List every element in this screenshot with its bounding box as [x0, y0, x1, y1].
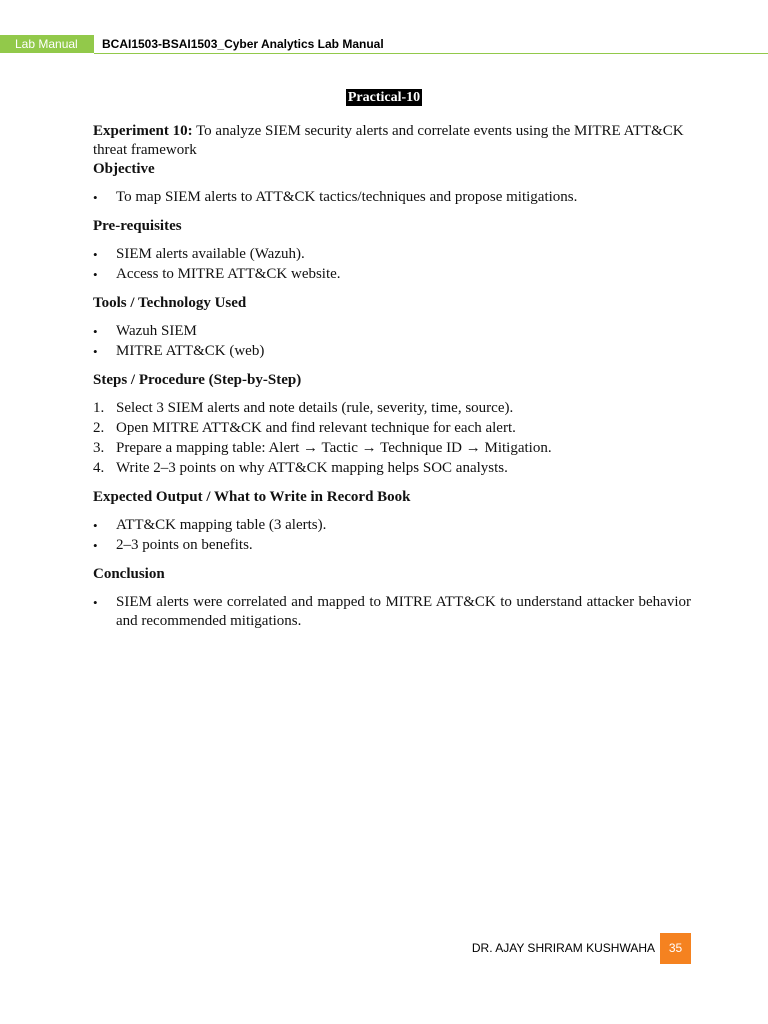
list-item-text: SIEM alerts available (Wazuh).: [116, 246, 305, 262]
prerequisites-heading: Pre-requisites: [93, 218, 182, 234]
list-item: [93, 516, 691, 535]
list-item: [93, 265, 691, 284]
list-item-text: To map SIEM alerts to ATT&CK tactics/techniques and propose mitigations.: [116, 189, 578, 205]
footer-author: DR. AJAY SHRIRAM KUSHWAHA: [471, 941, 655, 955]
tools-list: [93, 322, 691, 361]
list-item-text: Write 2–3 points on why ATT&CK mapping helps SOC analysts.: [116, 460, 508, 476]
list-item-text: Select 3 SIEM alerts and note details (rule, severity, time, source).: [116, 400, 514, 416]
list-item-text: SIEM alerts were correlated and mapped to MITRE ATT&CK to understand attacker behavior and recommended mitigations.: [116, 594, 691, 629]
bullet-icon: •: [93, 267, 98, 282]
list-item-text: Prepare a mapping table: Alert → Tactic → Technique ID → Mitigation.: [116, 440, 552, 456]
step-number: 2.: [93, 420, 105, 436]
experiment-label: Experiment 10:: [93, 123, 193, 139]
steps-list: [93, 399, 691, 478]
step-number: 1.: [93, 400, 105, 416]
list-item: [93, 188, 691, 207]
steps-heading: Steps / Procedure (Step-by-Step): [93, 372, 302, 388]
conclusion-list: [93, 593, 691, 631]
expected-list: [93, 516, 691, 555]
list-item: [93, 536, 691, 555]
header-tag: Lab Manual: [0, 35, 94, 53]
expected-heading: Expected Output / What to Write in Record Book: [93, 489, 411, 505]
objective-heading: Objective: [93, 161, 155, 177]
list-item-text: Open MITRE ATT&CK and find relevant technique for each alert.: [116, 420, 516, 436]
objective-list: [93, 188, 691, 207]
list-item-text: 2–3 points on benefits.: [116, 537, 253, 553]
list-item-text: ATT&CK mapping table (3 alerts).: [116, 517, 327, 533]
list-item: [93, 419, 691, 438]
page-number: 35: [660, 933, 691, 964]
tools-heading: Tools / Technology Used: [93, 295, 247, 311]
prerequisites-list: [93, 245, 691, 284]
bullet-icon: •: [93, 324, 98, 339]
list-item-text: MITRE ATT&CK (web): [116, 343, 265, 359]
header-title: BCAI1503-BSAI1503_Cyber Analytics Lab Manual: [102, 37, 384, 51]
experiment-line: [93, 122, 691, 160]
header-rule: [94, 53, 768, 54]
document-body: [93, 122, 691, 632]
list-item: [93, 399, 691, 418]
list-item: [93, 342, 691, 361]
practical-title: Practical-10: [347, 90, 421, 105]
list-item: [93, 439, 691, 458]
experiment-text: To analyze SIEM security alerts and correlate events using the MITRE ATT&CK threat framework: [93, 123, 684, 158]
bullet-icon: •: [93, 595, 98, 610]
list-item: [93, 322, 691, 341]
step-number: 3.: [93, 440, 105, 456]
list-item: [93, 593, 691, 631]
list-item: [93, 459, 691, 478]
list-item-text: Wazuh SIEM: [116, 323, 197, 339]
list-item: [93, 245, 691, 264]
bullet-icon: •: [93, 538, 98, 553]
conclusion-heading: Conclusion: [93, 566, 165, 582]
step-number: 4.: [93, 460, 105, 476]
bullet-icon: •: [93, 247, 98, 262]
list-item-text: Access to MITRE ATT&CK website.: [116, 266, 341, 282]
bullet-icon: •: [93, 344, 98, 359]
bullet-icon: •: [93, 518, 98, 533]
bullet-icon: •: [93, 190, 98, 205]
practical-title-wrap: [0, 88, 768, 106]
